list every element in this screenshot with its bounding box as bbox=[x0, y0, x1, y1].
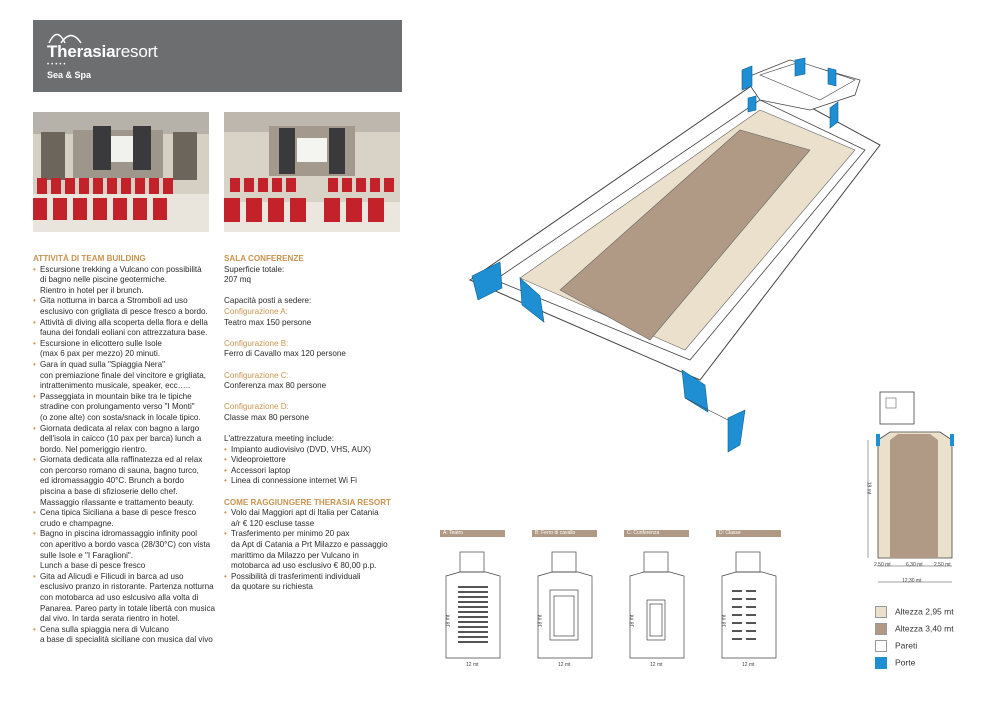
team-building-line: • Gita notturna in barca a Stromboli ad uso bbox=[40, 296, 188, 306]
team-building-item bbox=[33, 339, 218, 360]
team-building-item bbox=[33, 296, 218, 317]
team-building-item bbox=[33, 318, 218, 339]
layout-configs bbox=[440, 530, 780, 670]
team-building-line: esclusivo pranzo in ristorante. Partenza notturna bbox=[40, 582, 214, 592]
equipment-item: • Impianto audiovisivo (DVD, VHS, AUX) bbox=[224, 445, 414, 456]
team-building-line: stradine con prolungamento verso "I Monti" bbox=[40, 402, 195, 412]
team-building-line: intrattenimento musicale, speaker, ecc….. bbox=[40, 381, 191, 391]
team-building-line: fauna dei fondali eoliani con attrezzatura base. bbox=[40, 328, 208, 338]
legend-label: Altezza 2,95 mt bbox=[895, 606, 954, 617]
conference-room-photo-1 bbox=[33, 112, 209, 232]
door-icon bbox=[728, 410, 745, 452]
layout-a-length: 18 mt bbox=[445, 614, 452, 628]
equipment-list bbox=[224, 445, 414, 487]
layout-b-length: 18 mt bbox=[537, 614, 544, 628]
reach-line: a/r € 120 escluse tasse bbox=[231, 518, 315, 528]
legend-item-light bbox=[875, 606, 954, 618]
config-a-desc: Teatro max 150 persone bbox=[224, 317, 312, 327]
layout-c-length: 18 mt bbox=[629, 614, 636, 628]
team-building-line: con premiazione finale del vincitore e grigliata, bbox=[40, 370, 207, 380]
team-building-line: • Gita ad Alicudi e Filicudi in barca ad uso bbox=[40, 571, 184, 581]
brand-tagline: Sea & Spa bbox=[47, 70, 92, 80]
team-building-line: • Attività di diving alla scoperta della flora e della bbox=[40, 317, 208, 327]
layout-a-label: A: Teatro bbox=[440, 530, 505, 537]
team-building-line: bordo. Nel pomeriggio rientro. bbox=[40, 444, 148, 454]
legend-label: Altezza 3,40 mt bbox=[895, 623, 954, 634]
team-building-section bbox=[33, 254, 218, 646]
reach-line: • Volo dai Maggiori apt di Italia per Catania bbox=[231, 508, 379, 518]
legend-item-walls bbox=[875, 640, 917, 652]
team-building-line: con aperitivo a bordo vasca (28/30°C) con vista bbox=[40, 540, 211, 550]
team-building-line: con percorso romano di sauna, bagno turco, bbox=[40, 465, 199, 475]
floor-plan bbox=[860, 390, 960, 590]
team-building-line: • Bagno in piscina idromassaggio infinity pool bbox=[40, 529, 198, 539]
conference-room-photo-2 bbox=[224, 112, 400, 232]
team-building-line: Panarea. Pareo party in totale libertà con musica bbox=[40, 603, 216, 613]
door-icon bbox=[742, 66, 752, 90]
reach-list bbox=[224, 508, 414, 593]
reach-line: da quotare su richiesta bbox=[231, 582, 313, 592]
team-building-line: Massaggio rilassante e trattamento beauty. bbox=[40, 497, 195, 507]
config-c-desc: Conferenza max 80 persone bbox=[224, 381, 327, 391]
swatch-light bbox=[875, 606, 887, 618]
door-icon bbox=[795, 58, 805, 76]
team-building-line: Rientro in hotel per il brunch. bbox=[40, 285, 144, 295]
surface-label: Superficie totale: bbox=[224, 264, 285, 274]
swatch-walls bbox=[875, 640, 887, 652]
layout-diagrams bbox=[440, 550, 780, 662]
door-icon bbox=[748, 96, 756, 112]
config-b-desc: Ferro di Cavallo max 120 persone bbox=[224, 349, 346, 359]
sala-title: SALA CONFERENZE bbox=[224, 254, 304, 263]
equipment-label: L'attrezzatura meeting include: bbox=[224, 434, 334, 444]
team-building-line: con motobarca ad uso eslcusivo alla volta di bbox=[40, 593, 199, 602]
plan-dim-center: 6,30 mt bbox=[906, 562, 923, 568]
team-building-item bbox=[33, 424, 218, 456]
brand-banner bbox=[33, 20, 402, 92]
team-building-item bbox=[33, 392, 218, 424]
team-building-line: esclusivo con grigliata di pesce fresco a bordo. bbox=[40, 306, 208, 316]
layout-c-label: C: Conferenza bbox=[624, 530, 689, 537]
equipment-item: • Accessori laptop bbox=[224, 466, 414, 477]
config-d-desc: Classe max 80 persone bbox=[224, 412, 310, 422]
reach-line: • Trasferimento per minimo 20 pax bbox=[231, 529, 350, 539]
sala-section bbox=[224, 254, 414, 593]
team-building-line: (o zone alte) con sosta/snack in locale tipico. bbox=[40, 412, 201, 422]
team-building-line: • Escursione in elicottero sulle Isole bbox=[40, 338, 162, 348]
team-building-line: • Escursione trekking a Vulcano con possibilità bbox=[40, 264, 202, 274]
team-building-line: sulle Isole e "I Faraglioni". bbox=[40, 550, 134, 560]
layout-d-width: 12 mt bbox=[742, 662, 755, 668]
surface-value: 207 mq bbox=[224, 275, 251, 285]
reach-line: motobarca ad uso esclusivo € 80,00 p.p. bbox=[231, 561, 377, 571]
team-building-line: • Cena tipica Siciliana a base di pesce fresco bbox=[40, 508, 197, 518]
brand-stars: ••••• bbox=[47, 62, 68, 68]
reach-item bbox=[224, 529, 414, 571]
layout-b-width: 12 mt bbox=[558, 662, 571, 668]
layout-a-width: 12 mt bbox=[466, 662, 479, 668]
reach-title: COME RAGGIUNGERE THERASIA RESORT bbox=[224, 497, 391, 507]
swatch-doors bbox=[875, 657, 887, 669]
config-a-name: Configurazione A: bbox=[224, 306, 288, 316]
team-building-line: • Giornata dedicata alla raffinatezza ed al relax bbox=[40, 455, 203, 465]
capacity-label: Capacità posti a sedere: bbox=[224, 296, 312, 306]
team-building-item bbox=[33, 265, 218, 297]
layout-c-width: 12 mt bbox=[650, 662, 663, 668]
reach-line: da Apt di Catania a Prt Milazzo e passaggio bbox=[231, 540, 388, 550]
layout-d-label: D: Classe bbox=[716, 530, 781, 537]
reach-line: marittimo da Milazzo per Vulcano in bbox=[231, 550, 359, 560]
team-building-item bbox=[33, 508, 218, 529]
team-building-line: • Gara in quad sulla "Spiaggia Nera" bbox=[40, 359, 165, 369]
team-building-item bbox=[33, 572, 218, 625]
reach-item bbox=[224, 572, 414, 593]
plan-total-width: 12,30 mt bbox=[902, 578, 922, 584]
equipment-item: • Videoproiettore bbox=[224, 455, 414, 466]
equipment-item: • Linea di connessione internet Wi Fi bbox=[224, 476, 414, 487]
team-building-line: dell'isola in caicco (10 pax per barca) lunch a bbox=[40, 434, 202, 444]
config-c-name: Configurazione C: bbox=[224, 370, 289, 380]
team-building-line: • Cena sulla spiaggia nera di Vulcano bbox=[40, 624, 169, 634]
team-building-item bbox=[33, 360, 218, 392]
team-building-line: di bagno nelle piscine geotermiche. bbox=[40, 275, 167, 285]
layout-b-label: B: Ferro di cavallo bbox=[532, 530, 597, 537]
door-icon bbox=[828, 68, 836, 86]
isometric-room-plan bbox=[460, 40, 910, 460]
team-building-line: • Giornata dedicata al relax con bagno a largo bbox=[40, 423, 200, 433]
plan-dim-right: 2,50 mt bbox=[934, 562, 951, 568]
team-building-line: Lunch a base di pesce fresco bbox=[40, 561, 146, 571]
team-building-line: ed idromassaggio 40°C. Brunch a bordo bbox=[40, 476, 185, 486]
brand-logo: Therasiaresort bbox=[47, 42, 158, 61]
team-building-line: piscina a base di sfizioserie dello chef. bbox=[40, 487, 178, 497]
plan-length: 18 mt bbox=[865, 481, 872, 495]
plan-dim-left: 2,50 mt bbox=[874, 562, 891, 568]
legend-item-dark bbox=[875, 623, 954, 635]
team-building-list bbox=[33, 265, 218, 646]
team-building-line: dal vivo. In tarda serata rientro in hotel. bbox=[40, 614, 180, 624]
team-building-title: ATTIVITÀ DI TEAM BUILDING bbox=[33, 254, 146, 263]
config-b-name: Configurazione B: bbox=[224, 338, 289, 348]
team-building-line: crudo e champagne. bbox=[40, 518, 114, 528]
legend-item-doors bbox=[875, 657, 915, 669]
swatch-dark bbox=[875, 623, 887, 635]
reach-line: • Possibilità di trasferimenti individuali bbox=[231, 571, 361, 581]
config-d-name: Configurazione D: bbox=[224, 402, 289, 412]
legend-label: Porte bbox=[895, 657, 916, 668]
team-building-item bbox=[33, 625, 218, 646]
team-building-item bbox=[33, 455, 218, 508]
team-building-line: a base di specialità siciliane con musica dal vivo bbox=[40, 635, 213, 645]
layout-d-length: 18 mt bbox=[721, 614, 728, 628]
legend-label: Pareti bbox=[895, 640, 918, 651]
reach-item bbox=[224, 508, 414, 529]
team-building-line: (max 6 pax per mezzo) 20 minuti. bbox=[40, 349, 161, 359]
team-building-line: • Passeggiata in mountain bike tra le tipiche bbox=[40, 391, 192, 401]
team-building-item bbox=[33, 529, 218, 571]
